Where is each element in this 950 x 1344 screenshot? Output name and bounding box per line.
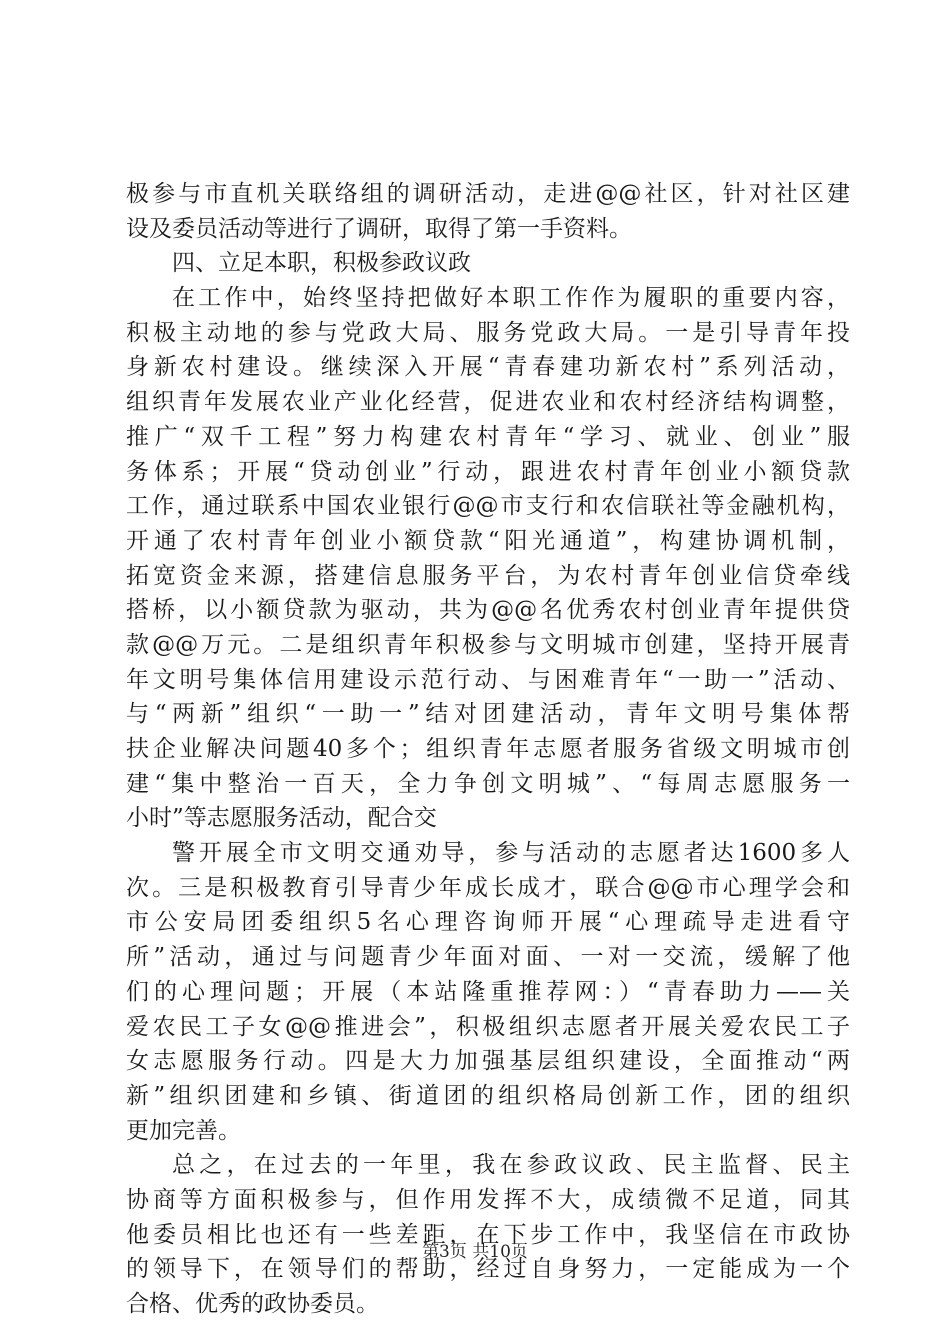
text-line: 组织青年发展农业产业化经营，促进农业和农村经济结构调整，	[126, 389, 850, 416]
text-line: 的领导下，在领导们的帮助，经过自身努力，一定能成为一个	[126, 1256, 850, 1283]
text-line: 推广“双千工程”努力构建农村青年“学习、就业、创业”服	[126, 423, 850, 450]
text-line: 与“两新”组织“一助一”结对团建活动，青年文明号集体帮	[126, 701, 850, 728]
text-line: 爱农民工子女@@推进会”，积极组织志愿者开展关爱农民工子	[126, 1013, 850, 1040]
text-line: 拓宽资金来源，搭建信息服务平台，为农村青年创业信贷牵线	[126, 562, 850, 589]
text-line: 开通了农村青年创业小额贷款“阳光通道”，构建协调机制，	[126, 527, 850, 554]
text-line: 建“集中整治一百天，全力争创文明城”、“每周志愿服务一	[126, 770, 850, 797]
page-number-footer: 第3页 共10页	[422, 1242, 528, 1262]
text-line: 女志愿服务行动。四是大力加强基层组织建设，全面推动“两	[126, 1048, 850, 1075]
text-line: 总之，在过去的一年里，我在参政议政、民主监督、民主	[172, 1152, 850, 1179]
text-line: 工作，通过联系中国农业银行@@市支行和农信联社等金融机构，	[126, 493, 850, 520]
text-line: 极参与市直机关联络组的调研活动，走进@@社区，针对社区建	[126, 181, 850, 207]
text-line: 次。三是积极教育引导青少年成长成才，联合@@市心理学会和	[126, 874, 850, 901]
text-line: 新”组织团建和乡镇、街道团的组织格局创新工作，团的组织	[126, 1082, 850, 1109]
text-line: 协商等方面积极参与，但作用发挥不大，成绩微不足道，同其	[126, 1186, 850, 1213]
text-line: 务体系；开展“贷动创业”行动，跟进农村青年创业小额贷款	[126, 458, 850, 485]
text-line: 警开展全市文明交通劝导，参与活动的志愿者达1600多人	[172, 840, 850, 867]
text-line: 年文明号集体信用建设示范行动、与困难青年“一助一”活动、	[126, 666, 850, 693]
text-line: 小时”等志愿服务活动，配合交	[126, 805, 437, 832]
text-line: 积极主动地的参与党政大局、服务党政大局。一是引导青年投	[126, 319, 850, 346]
text-line: 们的心理问题；开展（本站隆重推荐网：）“青春助力——关	[126, 978, 850, 1005]
text-line: 身新农村建设。继续深入开展“青春建功新农村”系列活动，	[126, 354, 850, 381]
text-line: 所”活动，通过与问题青少年面对面、一对一交流，缓解了他	[126, 944, 850, 971]
text-line: 市公安局团委组织5名心理咨询师开展“心理疏导走进看守	[126, 909, 850, 936]
document-body	[126, 177, 850, 1322]
text-line: 搭桥，以小额贷款为驱动，共为@@名优秀农村创业青年提供贷	[126, 597, 850, 624]
text-line: 在工作中，始终坚持把做好本职工作作为履职的重要内容，	[172, 285, 850, 312]
text-line: 款@@万元。二是组织青年积极参与文明城市创建，坚持开展青	[126, 631, 850, 658]
text-line: 合格、优秀的政协委员。	[126, 1291, 379, 1317]
text-line: 更加完善。	[126, 1117, 241, 1144]
text-line: 扶企业解决问题40多个；组织青年志愿者服务省级文明城市创	[126, 736, 850, 762]
text-line: 他委员相比也还有一些差距，在下步工作中，我坚信在市政协	[126, 1221, 850, 1248]
section-heading: 四、立足本职，积极参政议政	[172, 250, 471, 277]
text-line: 设及委员活动等进行了调研，取得了第一手资料。	[126, 215, 632, 242]
